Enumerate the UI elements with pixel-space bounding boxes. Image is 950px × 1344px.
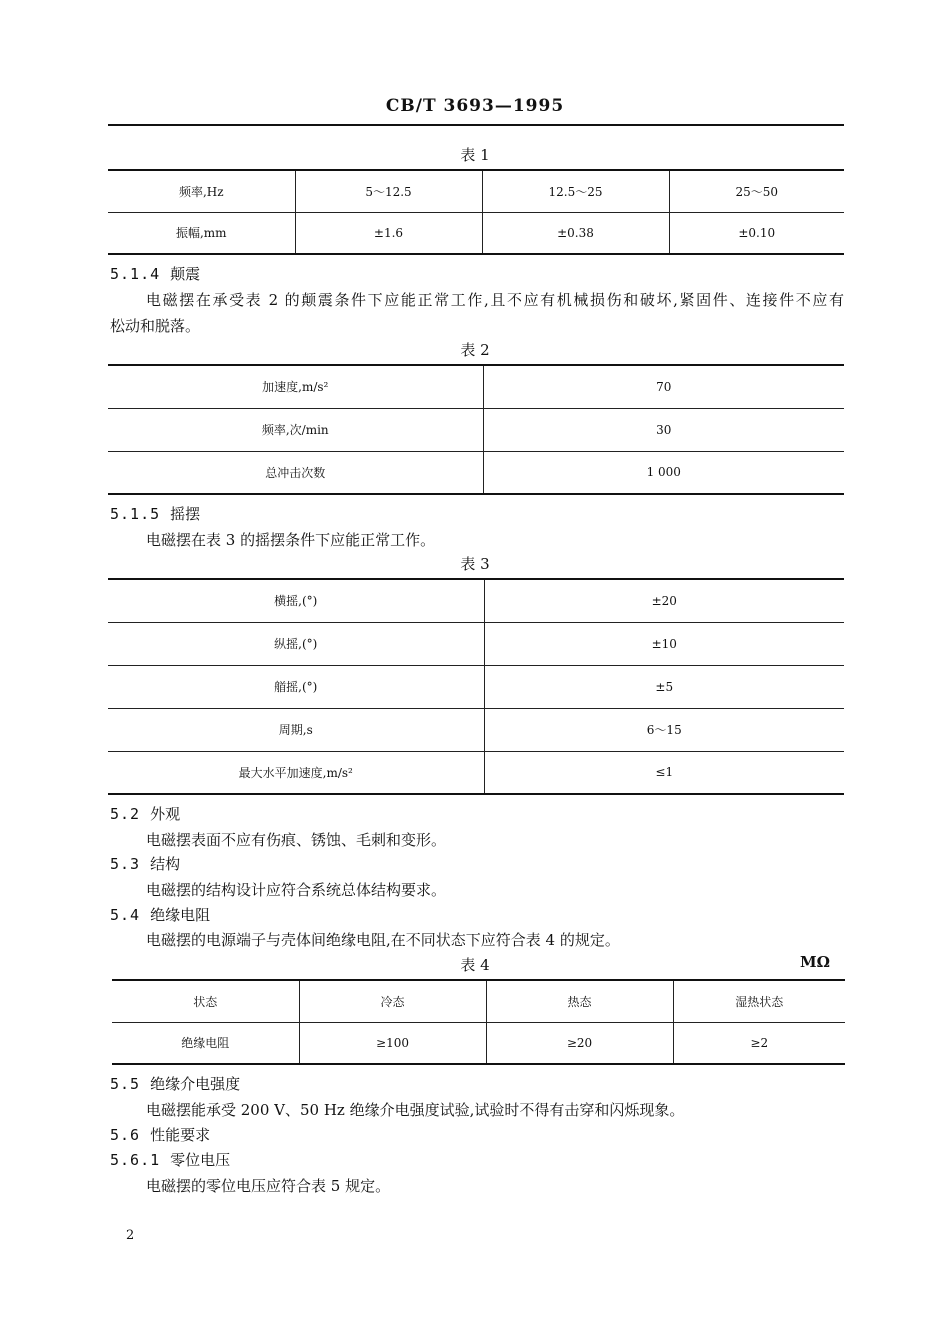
table2	[108, 364, 844, 495]
table-cell: 25～50	[669, 170, 844, 212]
section-number: 5.6	[110, 1126, 141, 1144]
section-number: 5.5	[110, 1075, 141, 1093]
table-header-row	[112, 980, 845, 1022]
section-5-5-text: 电磁摆能承受 200 V、50 Hz 绝缘介电强度试验,试验时不得有击穿和闪烁现象。	[146, 1101, 685, 1119]
section-5-3-heading	[110, 853, 180, 874]
table-cell: 频率,Hz	[108, 170, 295, 212]
header-rule	[108, 124, 844, 126]
table2-caption: 表 2	[460, 341, 490, 359]
table-cell: 艏摇,(°)	[108, 665, 484, 708]
table-row	[108, 408, 844, 451]
section-number: 5.3	[110, 855, 141, 873]
table-row	[108, 365, 844, 408]
table-row	[108, 170, 844, 212]
section-5-6-1-text: 电磁摆的零位电压应符合表 5 规定。	[146, 1177, 391, 1195]
table-row	[108, 665, 844, 708]
table1-caption: 表 1	[460, 146, 490, 164]
table-row	[108, 708, 844, 751]
section-title: 摇摆	[170, 505, 201, 523]
section-5-2-text: 电磁摆表面不应有伤痕、锈蚀、毛刺和变形。	[146, 831, 447, 849]
table-header-cell: 状态	[112, 980, 299, 1022]
table3	[108, 578, 844, 795]
table-cell: ±5	[484, 665, 844, 708]
table4-unit: MΩ	[800, 953, 830, 971]
table-cell: ±1.6	[295, 212, 482, 254]
section-5-1-4-text-cont: 松动和脱落。	[110, 317, 201, 335]
table-cell: ≥20	[486, 1022, 673, 1064]
table-cell: 周期,s	[108, 708, 484, 751]
table4-caption: 表 4	[460, 956, 490, 974]
section-number: 5.4	[110, 906, 141, 924]
table-cell: 6～15	[484, 708, 844, 751]
section-5-5-heading	[110, 1073, 240, 1094]
table-row	[108, 751, 844, 794]
section-title: 结构	[150, 855, 181, 873]
table-cell: 最大水平加速度,m/s²	[108, 751, 484, 794]
standard-code-header: CB/T 3693—1995	[385, 96, 565, 116]
table-cell: ±0.38	[482, 212, 669, 254]
section-5-1-4-text: 电磁摆在承受表 2 的颠震条件下应能正常工作,且不应有机械损伤和破坏,紧固件、连接件不应有	[146, 291, 844, 309]
table-cell: 30	[483, 408, 844, 451]
section-title: 绝缘介电强度	[150, 1075, 241, 1093]
section-number: 5.1.4	[110, 265, 161, 283]
table-cell: 总冲击次数	[108, 451, 483, 494]
table-cell: 1 000	[483, 451, 844, 494]
table-cell: 振幅,mm	[108, 212, 295, 254]
page-number: 2	[126, 1228, 135, 1243]
section-number: 5.1.5	[110, 505, 161, 523]
table-cell: 加速度,m/s²	[108, 365, 483, 408]
section-5-1-5-text: 电磁摆在表 3 的摇摆条件下应能正常工作。	[146, 531, 436, 549]
section-5-4-heading	[110, 904, 210, 925]
table-cell: 纵摇,(°)	[108, 622, 484, 665]
section-5-6-heading	[110, 1124, 210, 1145]
section-number: 5.6.1	[110, 1151, 161, 1169]
section-5-2-heading	[110, 803, 180, 824]
table4	[112, 979, 845, 1065]
table-header-cell: 湿热状态	[673, 980, 845, 1022]
table-row	[112, 1022, 845, 1064]
table-row	[108, 579, 844, 622]
table-cell: 横摇,(°)	[108, 579, 484, 622]
table-cell: ±0.10	[669, 212, 844, 254]
table-header-cell: 热态	[486, 980, 673, 1022]
section-title: 绝缘电阻	[150, 906, 211, 924]
section-5-1-4-heading	[110, 263, 200, 284]
table-cell: ±10	[484, 622, 844, 665]
table-cell: ±20	[484, 579, 844, 622]
section-title: 性能要求	[150, 1126, 211, 1144]
section-5-3-text: 电磁摆的结构设计应符合系统总体结构要求。	[146, 881, 447, 899]
table-cell: 频率,次/min	[108, 408, 483, 451]
table1	[108, 169, 844, 255]
section-5-4-text: 电磁摆的电源端子与壳体间绝缘电阻,在不同状态下应符合表 4 的规定。	[146, 931, 620, 949]
section-5-6-1-heading	[110, 1149, 230, 1170]
table-cell: 5～12.5	[295, 170, 482, 212]
table-cell: 绝缘电阻	[112, 1022, 299, 1064]
table-cell: 70	[483, 365, 844, 408]
table-cell: 12.5～25	[482, 170, 669, 212]
section-title: 外观	[150, 805, 181, 823]
table-cell: ≥100	[299, 1022, 486, 1064]
table-row	[108, 212, 844, 254]
table-cell: ≥2	[673, 1022, 845, 1064]
table-cell: ≤1	[484, 751, 844, 794]
section-title: 颠震	[170, 265, 201, 283]
table-row	[108, 622, 844, 665]
table-header-cell: 冷态	[299, 980, 486, 1022]
section-5-1-5-heading	[110, 503, 200, 524]
section-number: 5.2	[110, 805, 141, 823]
table-row	[108, 451, 844, 494]
table3-caption: 表 3	[460, 555, 490, 573]
section-title: 零位电压	[170, 1151, 231, 1169]
